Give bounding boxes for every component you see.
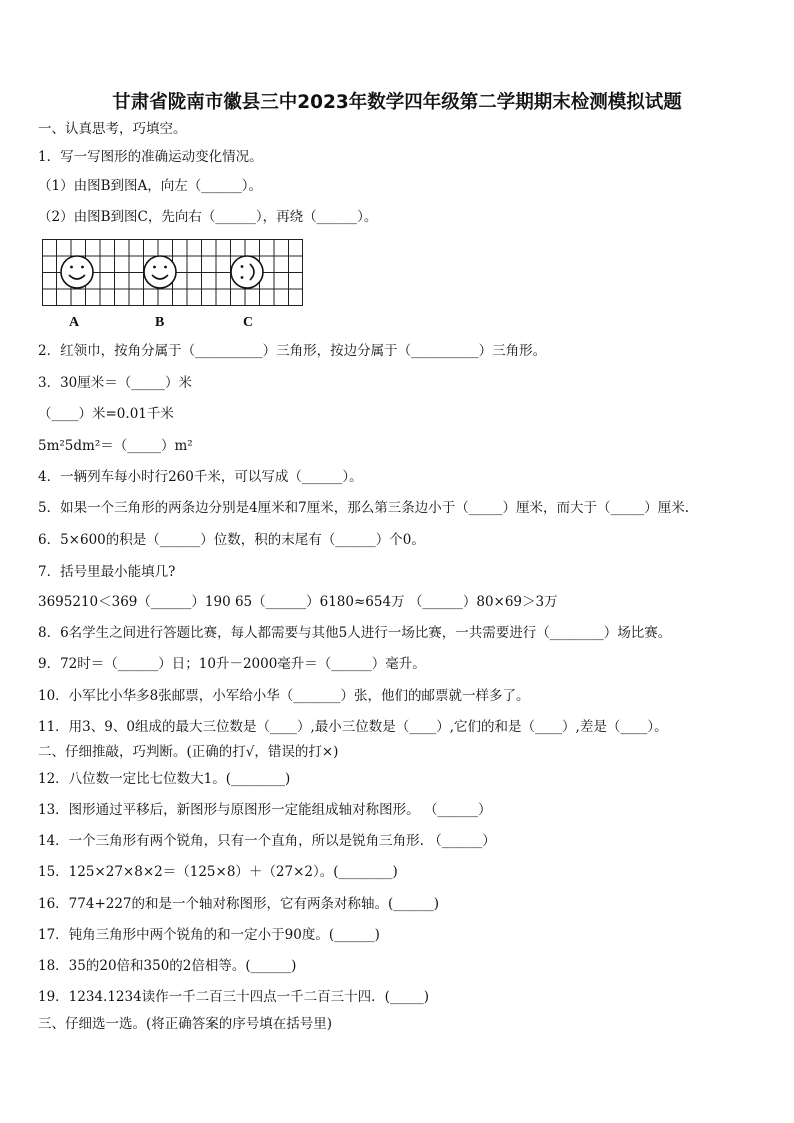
section-2-heading: 二、仔细推敲，巧判断。(正确的打√，错误的打×) — [38, 744, 339, 760]
section-1-heading: 一、认真思考，巧填空。 — [38, 121, 187, 137]
question-3-line-1: 3．30厘米＝（_____）米 — [38, 375, 193, 391]
section-3-heading: 三、仔细选一选。(将正确答案的序号填在括号里) — [38, 1016, 333, 1032]
question-1-part-2: （2）由图B到图C，先向右（______），再绕（______）。 — [38, 209, 378, 225]
question-15: 15．125×27×8×2＝（125×8）＋（27×2）。(________) — [38, 864, 398, 880]
question-12: 12．八位数一定比七位数大1。(________) — [38, 771, 291, 787]
question-1-part-1: （1）由图B到图A，向左（______）。 — [38, 178, 263, 194]
question-18: 18．35的20倍和350的2倍相等。(______) — [38, 958, 297, 974]
question-10: 10．小军比小华多8张邮票，小军给小华（_______）张，他们的邮票就一样多了。 — [38, 688, 530, 704]
question-3-line-3: 5m²5dm²＝（_____）m² — [38, 438, 193, 454]
question-1: 1．写一写图形的准确运动变化情况。 — [38, 149, 263, 165]
question-19: 19．1234.1234读作一千二百三十四点一千二百三十四．(_____) — [38, 989, 429, 1005]
question-5: 5．如果一个三角形的两条边分别是4厘米和7厘米，那么第三条边小于（_____）厘米，而大于（_____）厘米. — [38, 500, 690, 516]
question-7-items: 3695210＜369（______）190 65（______）6180≈654万 （______）80×69＞3万 — [38, 594, 558, 610]
question-3-line-2: （____）米=0.01千米 — [38, 406, 174, 422]
smile-face-icon — [144, 256, 176, 288]
question-16: 16．774+227的和是一个轴对称图形，它有两条对称轴。(______) — [38, 896, 440, 912]
question-11: 11．用3、9、0组成的最大三位数是（____）,最小三位数是（____）,它们的和是（____）,差是（____）。 — [38, 719, 668, 735]
question-6: 6．5×600的积是（______）位数，积的末尾有（______）个0。 — [38, 532, 425, 548]
question-2: 2．红领巾，按角分属于（__________）三角形，按边分属于（__________）三角形。 — [38, 343, 547, 359]
question-8: 8．6名学生之间进行答题比赛，每人都需要与其他5人进行一场比赛，一共需要进行（________）场比赛。 — [38, 625, 672, 641]
smile-face-rotated-icon — [231, 256, 263, 288]
question-13: 13．图形通过平移后，新图形与原图形一定能组成轴对称图形。 （______） — [38, 802, 492, 818]
question-17: 17．钝角三角形中两个锐角的和一定小于90度。(______) — [38, 927, 380, 943]
figure-label-a: A — [69, 315, 80, 330]
page-title: 甘肃省陇南市徽县三中2023年数学四年级第二学期期末检测模拟试题 — [112, 92, 682, 113]
question-4: 4．一辆列车每小时行260千米，可以写成（______）。 — [38, 469, 363, 485]
question-9: 9．72时＝（______）日；10升－2000毫升＝（______）毫升。 — [38, 656, 426, 672]
question-7: 7．括号里最小能填几? — [38, 564, 176, 580]
grid-figure — [42, 239, 304, 307]
figure-label-c: C — [243, 315, 254, 330]
smile-face-icon — [61, 256, 93, 288]
question-14: 14．一个三角形有两个锐角，只有一个直角，所以是锐角三角形. （______） — [38, 833, 496, 849]
figure-label-b: B — [155, 315, 165, 330]
